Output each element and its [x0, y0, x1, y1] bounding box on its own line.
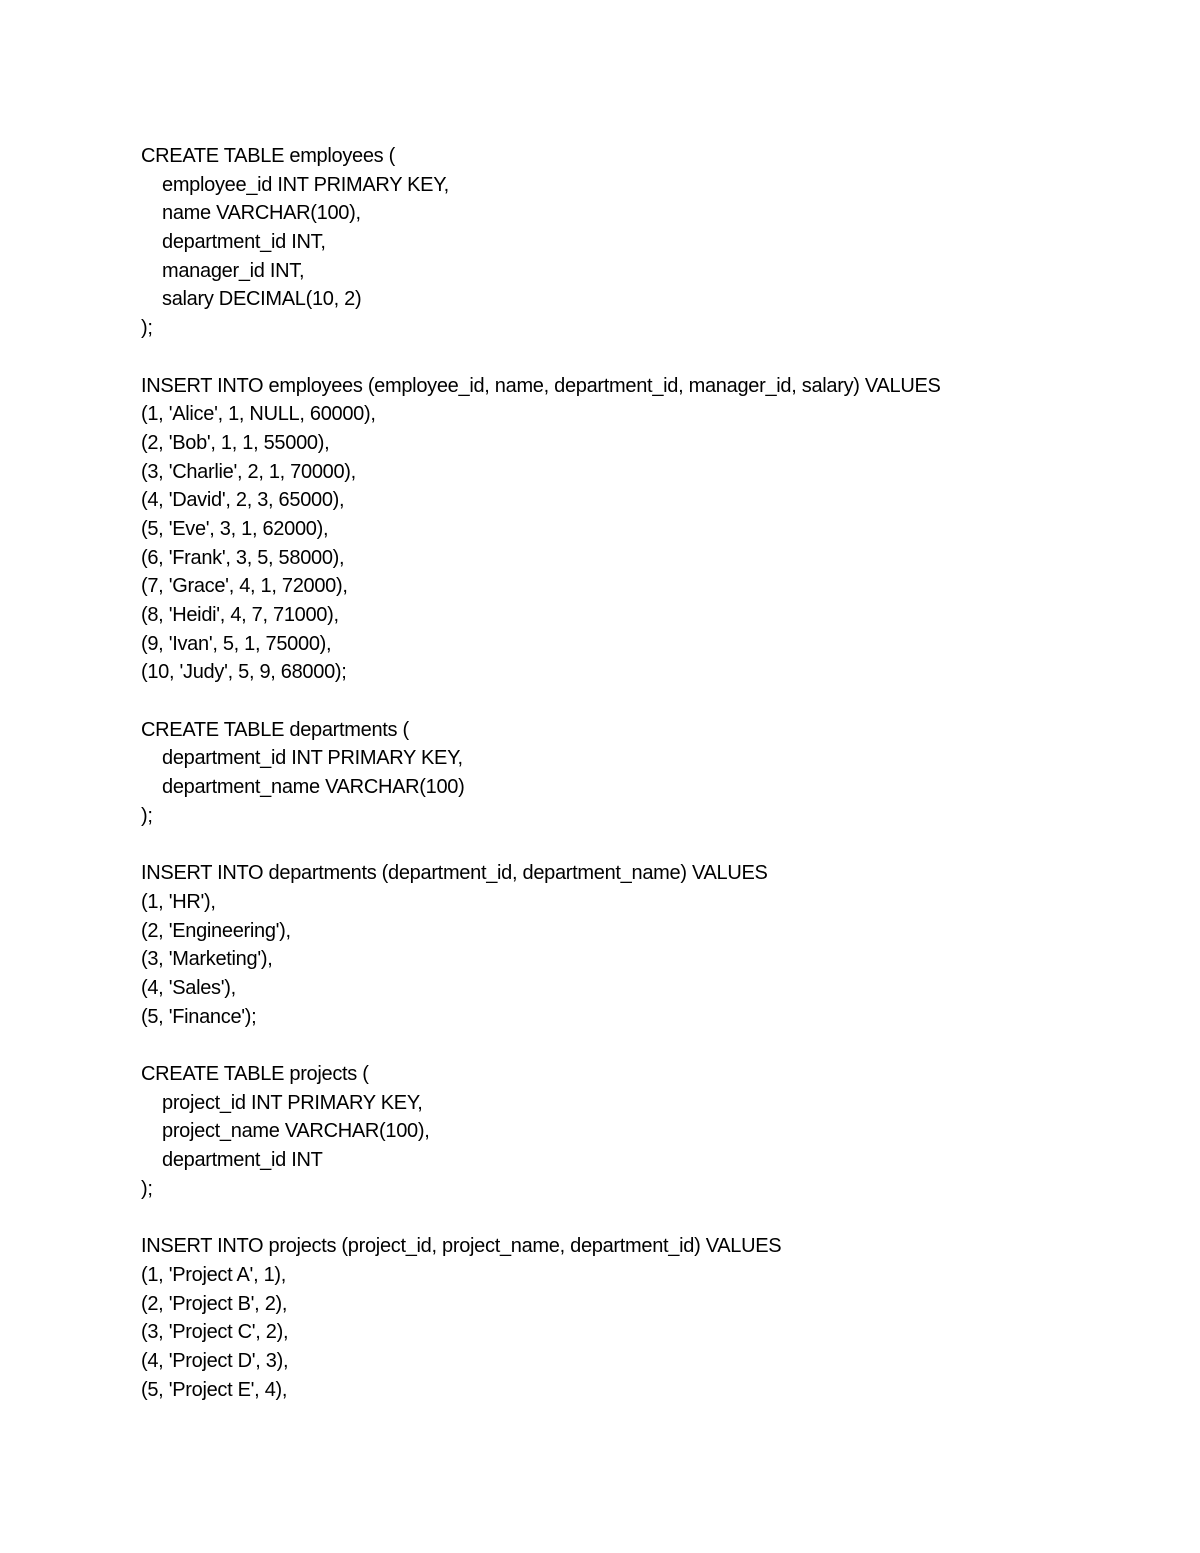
blank-line [141, 1031, 1141, 1060]
code-line: employee_id INT PRIMARY KEY, [162, 173, 449, 196]
code-line: CREATE TABLE employees ( [141, 145, 396, 167]
code-line: (6, 'Frank', 3, 5, 58000), [141, 546, 345, 569]
code-line: CREATE TABLE projects ( [141, 1063, 369, 1085]
code-line: (2, 'Project B', 2), [141, 1292, 288, 1315]
code-line: (7, 'Grace', 4, 1, 72000), [141, 575, 348, 598]
code-line: ); [141, 804, 153, 827]
blank-line [141, 831, 1141, 860]
code-line: (2, 'Engineering'), [141, 919, 291, 942]
document-body [141, 142, 1141, 1404]
code-line: department_id INT, [162, 231, 326, 254]
code-line: (8, 'Heidi', 4, 7, 71000), [141, 604, 339, 626]
code-line: department_id INT [162, 1149, 323, 1172]
code-line: department_name VARCHAR(100) [162, 776, 465, 799]
code-line: (4, 'Sales'), [141, 976, 236, 999]
code-line: (5, 'Finance'); [141, 1005, 257, 1028]
code-line: (3, 'Charlie', 2, 1, 70000), [141, 460, 356, 483]
code-line: department_id INT PRIMARY KEY, [162, 747, 463, 770]
code-line: INSERT INTO employees (employee_id, name, department_id, manager_id, salary) VALUES [141, 374, 941, 397]
code-line: ); [141, 317, 153, 340]
code-line: (1, 'Project A', 1), [141, 1263, 287, 1286]
blank-line [141, 687, 1141, 716]
code-line: INSERT INTO projects (project_id, project_name, department_id) VALUES [141, 1235, 782, 1258]
code-line: manager_id INT, [162, 259, 305, 282]
code-line: name VARCHAR(100), [162, 202, 361, 225]
code-line: ); [141, 1177, 153, 1200]
code-line: (1, 'Alice', 1, NULL, 60000), [141, 403, 376, 426]
code-line: (4, 'Project D', 3), [141, 1349, 289, 1372]
code-line: (3, 'Marketing'), [141, 948, 273, 971]
code-line: project_name VARCHAR(100), [162, 1120, 430, 1143]
code-line: CREATE TABLE departments ( [141, 718, 409, 741]
blank-line [141, 1203, 1141, 1232]
code-line: (2, 'Bob', 1, 1, 55000), [141, 431, 330, 454]
code-line: salary DECIMAL(10, 2) [162, 288, 362, 311]
code-line: INSERT INTO departments (department_id, department_name) VALUES [141, 862, 768, 885]
code-line: (5, 'Project E', 4), [141, 1378, 288, 1401]
code-line: (10, 'Judy', 5, 9, 68000); [141, 661, 347, 684]
code-line: (4, 'David', 2, 3, 65000), [141, 489, 345, 512]
code-line: (3, 'Project C', 2), [141, 1321, 289, 1344]
code-line: (5, 'Eve', 3, 1, 62000), [141, 517, 329, 540]
code-line: (1, 'HR'), [141, 890, 216, 913]
code-line: (9, 'Ivan', 5, 1, 75000), [141, 632, 332, 655]
blank-line [141, 343, 1141, 372]
code-line: project_id INT PRIMARY KEY, [162, 1091, 423, 1114]
